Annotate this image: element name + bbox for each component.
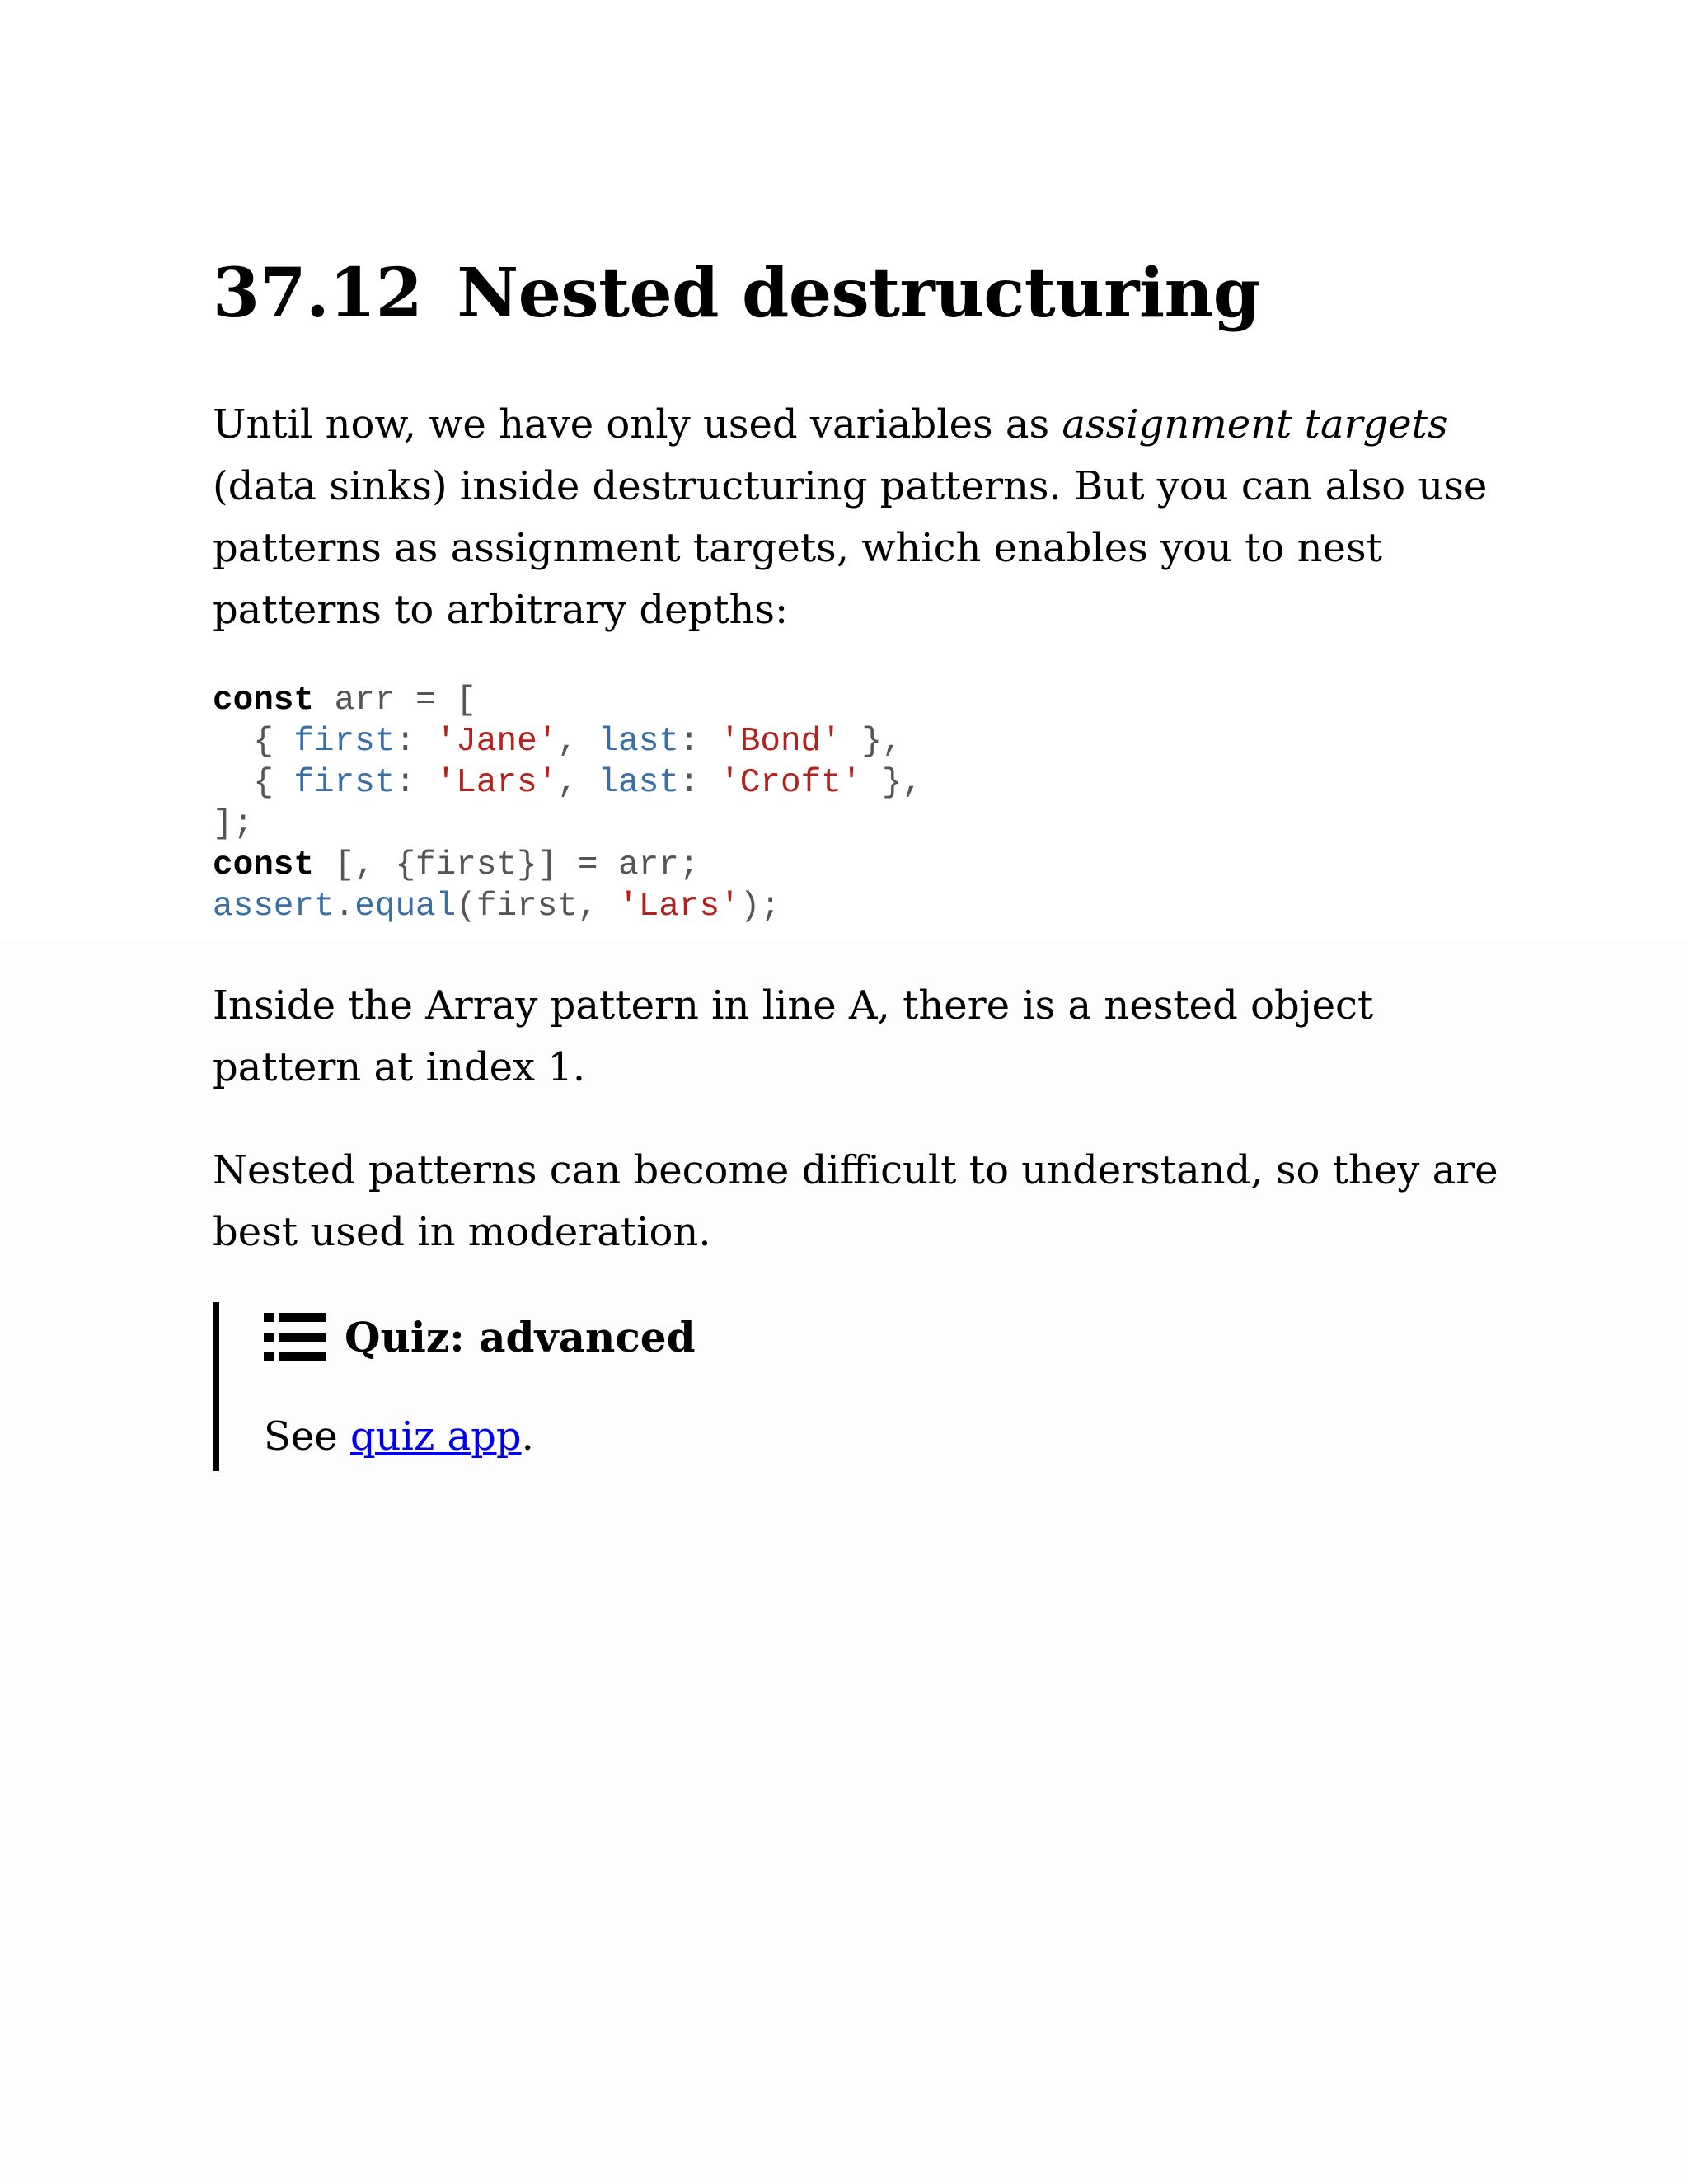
code-property: first <box>293 764 396 802</box>
code-text: ]; <box>213 805 254 843</box>
code-text: : <box>395 723 436 761</box>
code-text: arr = [ <box>314 682 476 719</box>
intro-paragraph <box>213 394 1498 641</box>
code-string: 'Jane' <box>435 723 558 761</box>
quiz-title: Quiz: advanced <box>345 1312 696 1361</box>
code-text: : <box>678 764 720 802</box>
code-property: last <box>598 723 679 761</box>
section-number: 37.12 <box>213 254 423 333</box>
nested-pattern-paragraph: Inside the Array pattern in line A, there is a nested object pattern at index 1. <box>213 982 1374 1090</box>
quiz-header <box>264 1302 696 1372</box>
code-text: { <box>213 764 294 802</box>
code-property: assert <box>213 888 335 926</box>
section-heading <box>213 254 1260 333</box>
code-text: ); <box>739 888 781 926</box>
code-text: , <box>557 764 598 802</box>
code-block <box>213 680 922 927</box>
quiz-body <box>264 1409 534 1464</box>
moderation-paragraph: Nested patterns can become difficult to understand, so they are best used in moderation. <box>213 1147 1498 1255</box>
code-text: }, <box>841 723 903 761</box>
code-text: (first, <box>456 888 619 926</box>
code-keyword: const <box>213 682 315 719</box>
code-property: first <box>293 723 396 761</box>
code-string: 'Lars' <box>618 888 740 926</box>
code-text: { <box>213 723 294 761</box>
intro-text-end: (data sinks) inside destructuring patterns. But you can also use patterns as assignment targets, which enables you to nest patterns to arbitrary depths: <box>213 463 1488 633</box>
list-icon <box>264 1313 326 1362</box>
section-title: Nested destructuring <box>457 254 1260 333</box>
quiz-see-prefix: See <box>264 1413 350 1460</box>
code-property: equal <box>354 888 457 926</box>
code-keyword: const <box>213 846 315 884</box>
code-string: 'Lars' <box>435 764 558 802</box>
code-property: last <box>598 764 679 802</box>
intro-text-start: Until now, we have only used variables as <box>213 401 1062 448</box>
quiz-see-suffix: . <box>521 1413 534 1460</box>
code-string: 'Bond' <box>720 723 842 761</box>
emphasis-assignment-targets: assignment targets <box>1062 401 1448 448</box>
code-text: : <box>678 723 720 761</box>
code-text: . <box>334 888 355 926</box>
code-text: [, {first}] = arr; <box>314 846 700 884</box>
quiz-callout <box>213 1302 1456 1471</box>
quiz-app-link[interactable]: quiz app <box>349 1413 522 1460</box>
code-text: }, <box>861 764 923 802</box>
code-text: : <box>395 764 436 802</box>
code-string: 'Croft' <box>720 764 862 802</box>
code-text: , <box>557 723 598 761</box>
